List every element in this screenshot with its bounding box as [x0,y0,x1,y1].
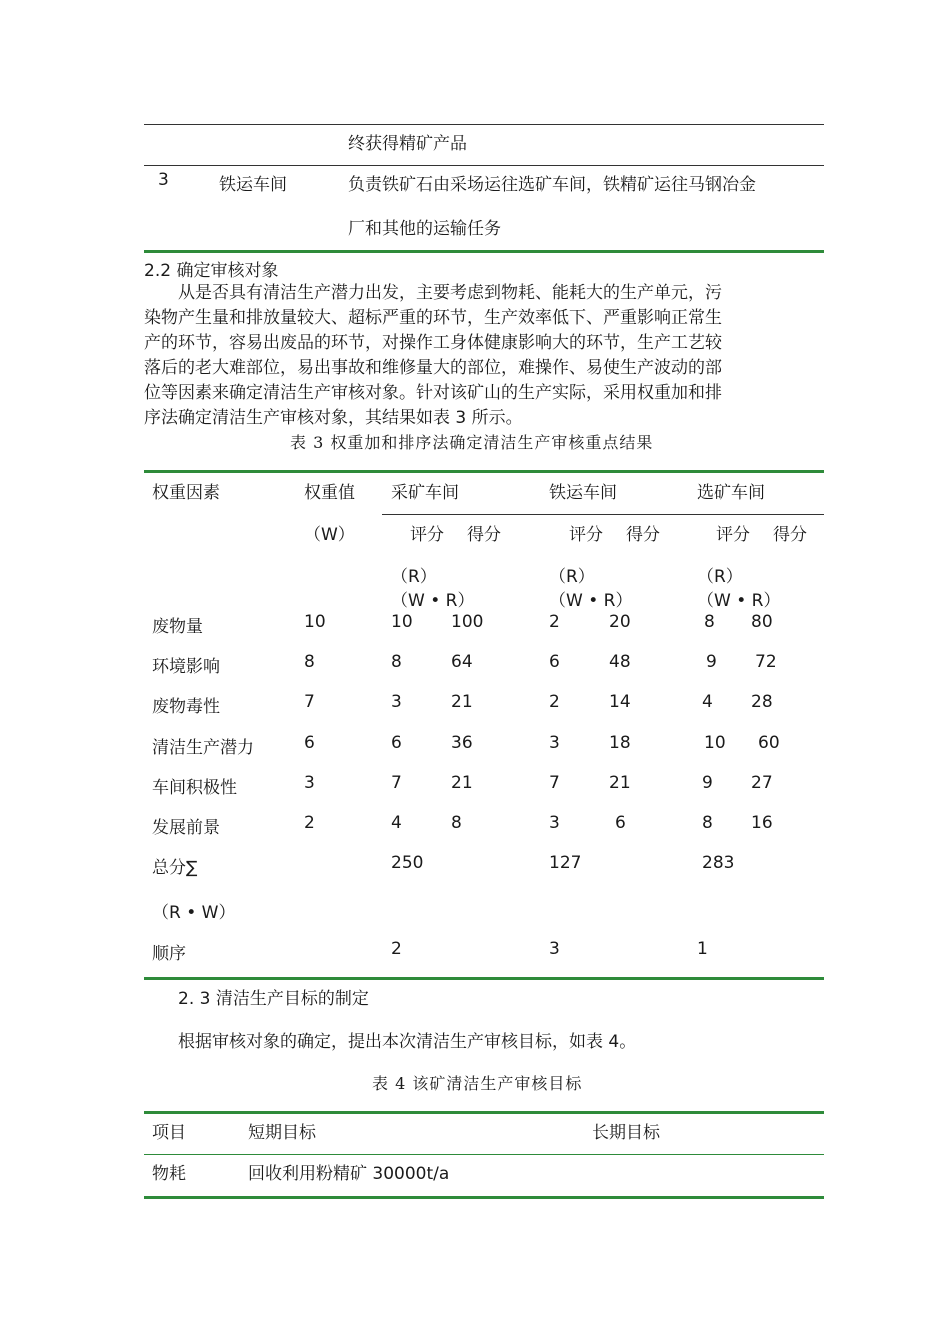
table3-cell-weight: 2 [304,813,315,833]
table3-cell-score: 9 [706,652,717,672]
table4-header-long: 长期目标 [592,1123,660,1143]
section-2-2-heading: 2.2 确定审核对象 [144,261,279,281]
table3-cell-weight: 3 [304,773,315,793]
table3-cell-factor: 环境影响 [152,657,220,677]
table3-cell-score: 7 [549,773,560,793]
table3-cell-score: 2 [549,612,560,632]
table3-sub-r: （R） [697,567,743,587]
table3-sub-points: 得分 [626,525,660,545]
table3-cell-score: 3 [549,733,560,753]
table3-sub-r: （R） [549,567,595,587]
table4-bottom-rule [144,1196,824,1199]
table3-total-label: 总分∑ [152,858,198,878]
table3-total-mining: 250 [391,853,424,873]
table3-cell-points: 28 [751,692,773,712]
table3-total-label-unit: （R • W） [152,903,236,923]
table3-cell-score: 8 [391,652,402,672]
paragraph-line: 从是否具有清洁生产潜力出发，主要考虑到物耗、能耗大的生产单元，污 [178,283,722,303]
table4-header-short: 短期目标 [248,1123,316,1143]
table3-sub-points: 得分 [773,525,807,545]
table3-cell-points: 100 [451,612,484,632]
table3-cell-points: 20 [609,612,631,632]
table3-cell-score: 10 [391,612,413,632]
table3-cell-points: 27 [751,773,773,793]
table3-cell-points: 6 [615,813,626,833]
table3-header-weight: 权重值 [304,483,355,503]
table2-row3-desc-line2: 厂和其他的运输任务 [348,219,501,239]
table3-cell-points: 18 [609,733,631,753]
table3-top-rule [144,470,824,473]
table4-header-item: 项目 [152,1123,186,1143]
table3-cell-score: 9 [702,773,713,793]
table3-cell-points: 14 [609,692,631,712]
table4-header-rule [144,1154,824,1155]
table3-cell-points: 21 [451,773,473,793]
table3-cell-weight: 7 [304,692,315,712]
table3-header-weight-unit: （W） [304,525,355,545]
table3-cell-points: 80 [751,612,773,632]
table3-cell-points: 72 [755,652,777,672]
table3-cell-points: 21 [609,773,631,793]
table3-cell-score: 3 [549,813,560,833]
table3-sub-wr: （W • R） [549,591,633,611]
table2-row3-num: 3 [158,170,169,190]
section-2-2-paragraph [144,281,824,431]
table2-row-divider [144,165,824,166]
table4-top-rule [144,1111,824,1114]
table3-sub-r: （R） [391,567,437,587]
table2-top-rule [144,124,824,125]
table3-cell-weight: 8 [304,652,315,672]
table3-cell-weight: 6 [304,733,315,753]
table2-prev-desc: 终获得精矿产品 [348,134,467,154]
section-2-3-text: 根据审核对象的确定，提出本次清洁生产审核目标，如表 4。 [178,1032,637,1052]
table3-cell-score: 4 [702,692,713,712]
table2-row3-desc-line1: 负责铁矿石由采场运往选矿车间，铁精矿运往马钢冶金 [348,175,756,195]
table3-header-factor: 权重因素 [152,483,220,503]
table3-header-railway: 铁运车间 [549,483,617,503]
table3-header-dressing: 选矿车间 [697,483,765,503]
table3-cell-factor: 发展前景 [152,818,220,838]
table3-order-mining: 2 [391,939,402,959]
table3-sub-score: 评分 [716,525,750,545]
table3-header-underline [382,514,824,515]
table3-order-dressing: 1 [697,939,708,959]
table3-caption: 表 3 权重加和排序法确定清洁生产审核重点结果 [290,433,654,452]
table4-caption: 表 4 该矿清洁生产审核目标 [372,1074,583,1093]
table3-cell-points: 60 [758,733,780,753]
table3-order-label: 顺序 [152,944,186,964]
table3-sub-wr: （W • R） [697,591,781,611]
table3-cell-points: 8 [451,813,462,833]
table3-cell-score: 6 [391,733,402,753]
table3-cell-factor: 废物毒性 [152,697,220,717]
table4-cell-short: 回收利用粉精矿 30000t/a [248,1164,450,1184]
table3-order-railway: 3 [549,939,560,959]
table3-header-mining: 采矿车间 [391,483,459,503]
table3-cell-factor: 清洁生产潜力 [152,738,254,758]
table4-cell-item: 物耗 [152,1164,186,1184]
table3-cell-score: 3 [391,692,402,712]
table3-cell-score: 2 [549,692,560,712]
table3-cell-score: 6 [549,652,560,672]
table3-cell-points: 36 [451,733,473,753]
table3-cell-points: 48 [609,652,631,672]
table3-cell-factor: 车间积极性 [152,778,237,798]
paragraph-line: 落后的老大难部位，易出事故和维修量大的部位，难操作、易使生产波动的部 [144,358,722,378]
paragraph-line: 序法确定清洁生产审核对象，其结果如表 3 所示。 [144,408,523,428]
table2-bottom-rule [144,250,824,253]
table3-cell-score: 4 [391,813,402,833]
table3-bottom-rule [144,977,824,980]
table3-cell-score: 7 [391,773,402,793]
table2-row3-name: 铁运车间 [219,175,287,195]
table3-total-railway: 127 [549,853,582,873]
table3-cell-weight: 10 [304,612,326,632]
table3-cell-score: 10 [704,733,726,753]
table3-sub-points: 得分 [467,525,501,545]
paragraph-line: 染物产生量和排放量较大、超标严重的环节，生产效率低下、严重影响正常生 [144,308,722,328]
section-2-3-heading: 2. 3 清洁生产目标的制定 [178,989,369,1009]
table3-sub-score: 评分 [569,525,603,545]
table3-cell-points: 16 [751,813,773,833]
paragraph-line: 位等因素来确定清洁生产审核对象。针对该矿山的生产实际，采用权重加和排 [144,383,722,403]
table3-sub-score: 评分 [410,525,444,545]
table3-total-dressing: 283 [702,853,735,873]
table3-cell-points: 64 [451,652,473,672]
table3-sub-wr: （W • R） [391,591,475,611]
table3-cell-points: 21 [451,692,473,712]
table3-cell-factor: 废物量 [152,617,203,637]
table3-cell-score: 8 [704,612,715,632]
table3-cell-score: 8 [702,813,713,833]
paragraph-line: 产的环节，容易出废品的环节，对操作工身体健康影响大的环节，生产工艺较 [144,333,722,353]
